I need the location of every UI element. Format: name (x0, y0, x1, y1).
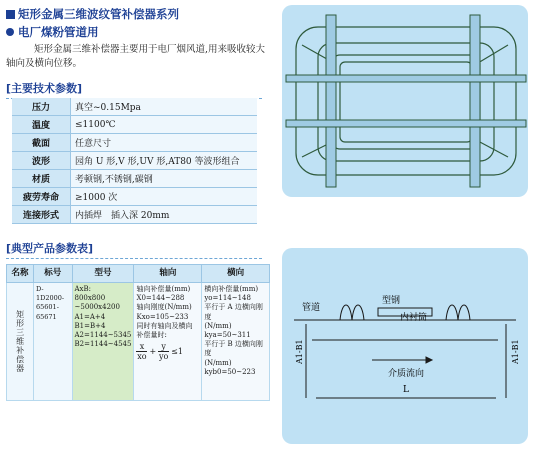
lateral-line: (N/mm) (204, 358, 232, 367)
model-line: 800x800 (74, 294, 106, 303)
table-row (12, 206, 257, 224)
lateral-line: kyb0=50~223 (204, 367, 256, 376)
arrow-icon (426, 357, 432, 363)
axial-line: Kxo=105~233 (136, 312, 189, 321)
param-key: 截面 (12, 134, 71, 152)
section-drawing (282, 248, 528, 444)
lateral-line: kya=50~311 (204, 331, 251, 340)
param-value: 考顿钢,不锈钢,碳钢 (71, 170, 258, 188)
middle-frame (318, 43, 494, 161)
table-row (12, 98, 257, 116)
col-header: 轴向 (134, 265, 202, 283)
label-left-dim: A1-B1 (295, 339, 304, 364)
axial-line: 补偿量时: (136, 331, 167, 340)
param-key: 温度 (12, 116, 71, 134)
product-table-heading: [典型产品参数表] (6, 240, 262, 259)
label-pipe: 管道 (302, 303, 321, 313)
bellows-left (340, 305, 364, 320)
label-length: L (403, 385, 409, 395)
param-key: 波形 (12, 152, 71, 170)
model-line: AxB: (74, 285, 92, 293)
steel-beam-bottom (286, 120, 526, 127)
table-row (12, 116, 257, 134)
inner-frame-2 (340, 62, 472, 142)
table-row (12, 134, 257, 152)
param-value: 园角 U 形,V 形,UV 形,AT80 等波形组合 (71, 152, 258, 170)
lateral-line: yo=114~148 (204, 294, 251, 303)
model-line: B1=B+4 (74, 321, 106, 330)
table-row (7, 283, 270, 401)
axial-line: 轴向刚度(N/mm) (136, 303, 192, 312)
col-header: 标号 (34, 265, 72, 283)
model-line: B2=1144~4545 (74, 340, 132, 349)
axial-line: 轴向补偿量(mm) (136, 285, 191, 293)
tech-params-table (12, 98, 257, 224)
lateral-line: 平行于 B 边横向刚度 (204, 340, 263, 358)
col-header: 型号 (72, 265, 134, 283)
model-line: A2=1144~5345 (74, 331, 132, 340)
bellows-right (446, 305, 470, 320)
axial-cell (134, 283, 202, 401)
param-key: 连接形式 (12, 206, 71, 224)
table-row (12, 170, 257, 188)
lateral-cell (202, 283, 270, 401)
model-line: A1=A+4 (74, 312, 106, 321)
param-key: 压力 (12, 98, 71, 116)
product-table-header (7, 265, 270, 283)
lateral-line: 平行于 A 边横向刚度 (204, 303, 263, 321)
table-row (12, 188, 257, 206)
inner-frame (332, 55, 480, 149)
product-table (6, 264, 270, 401)
square-bullet-icon (6, 10, 15, 19)
col-header: 横向 (202, 265, 270, 283)
param-value: ≤1100℃ (71, 116, 258, 134)
steel-beam-top (286, 75, 526, 82)
formula: x xo + $\frac{y}{yo}$ ≤1 (137, 342, 183, 362)
label-flow: 介质流向 (388, 369, 425, 379)
tech-params-heading: [主要技术参数] (6, 80, 262, 99)
std-no-cell: D-1D2000- 65601-65671 (34, 283, 72, 401)
label-liner: 内衬筒 (400, 313, 428, 323)
param-value: 内插焊 插入深 20mm (71, 206, 258, 224)
label-right-dim: A1-B1 (511, 339, 520, 364)
series-title: 矩形金属三维波纹管补偿器系列 (6, 6, 179, 22)
axial-line: 同时有轴向及横向 (136, 321, 193, 330)
product-name-cell: 矩形三维补偿器 (7, 283, 34, 401)
rectangular-compensator-drawing (282, 5, 528, 197)
lateral-line: 横向补偿量(mm) (204, 285, 259, 293)
param-key: 疲劳寿命 (12, 188, 71, 206)
param-value: 任意尺寸 (71, 134, 258, 152)
description: 矩形金属三维补偿器主要用于电厂烟风道,用来吸收较大轴向及横向位移。 (6, 44, 266, 69)
steel-beam-right (470, 15, 480, 187)
model-cell (72, 283, 134, 401)
steel-beam-left (326, 15, 336, 187)
subtitle: 电厂煤粉管道用 (6, 24, 99, 40)
param-value: 真空~0.15Mpa (71, 98, 258, 116)
label-steel: 型钢 (382, 296, 401, 306)
lateral-line: (N/mm) (204, 321, 232, 330)
axial-line: X0=144~288 (136, 294, 185, 303)
param-value: ≥1000 次 (71, 188, 258, 206)
section-view-panel (282, 248, 528, 444)
model-line: ~5000x4200 (74, 303, 120, 312)
dot-bullet-icon (6, 28, 14, 36)
col-header: 名称 (7, 265, 34, 283)
front-view-panel (282, 5, 528, 197)
table-row (12, 152, 257, 170)
param-key: 材质 (12, 170, 71, 188)
